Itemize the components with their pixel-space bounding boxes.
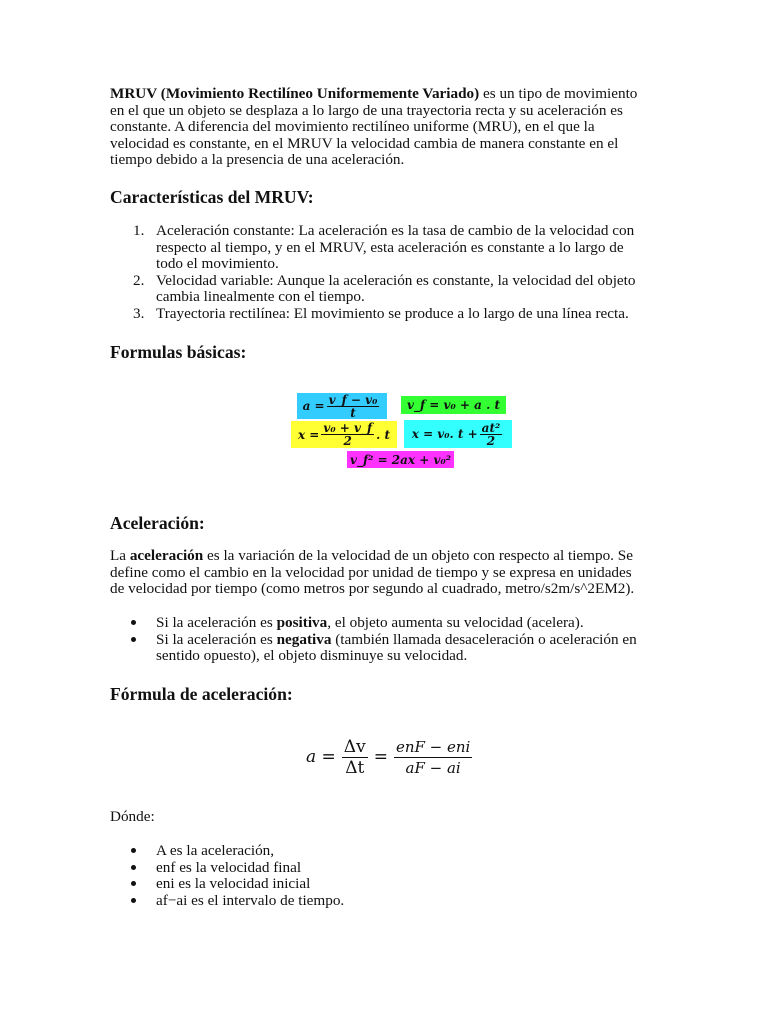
intro-line-2: en el que un objeto se desplaza a lo largo de una trayectoria recta y su aceleración es [110, 101, 623, 119]
list-item: A es la aceleración, [156, 843, 556, 860]
list-item: 1. Aceleración constante: La aceleración es la tasa de cambio de la velocidad con respecto al tiempo, y en el MRUV, esta aceleración es constante a lo largo de todo el movimiento. [133, 222, 635, 273]
intro-line-3: constante. A diferencia del movimiento rectilíneo uniforme (MRU), en el que la [110, 118, 595, 136]
acceleration-formula: a = $\frac{\Delta v}{\Delta t}$ = $\frac{\text{enF − eni}}{aF - ai}$ [306, 736, 471, 778]
list-item: af−ai es el intervalo de tiempo. [156, 893, 556, 910]
list-item: Si la aceleración es negativa (también llamada desaceleración o aceleración en sentido opuesto), el objeto disminuye su velocidad. [156, 632, 676, 665]
intro-bold-term: MRUV (Movimiento Rectilíneo Uniformemente Variado) [110, 85, 480, 102]
characteristics-list [133, 222, 676, 323]
bullet-icon [131, 848, 136, 853]
bullet-icon [131, 881, 136, 886]
bullet-icon [131, 637, 136, 642]
characteristics-heading: Características del MRUV: [110, 187, 314, 207]
list-item: 3. Trayectoria rectilínea: El movimiento se produce a lo largo de una línea recta. [133, 304, 629, 322]
formula-position-avg: x = $\frac{\text{v₀ + v\_f}}{2}$ . t [291, 421, 397, 448]
bullet-icon [131, 898, 136, 903]
acceleration-bullets [156, 615, 676, 665]
acc-formula-heading: Fórmula de aceleración: [110, 684, 293, 704]
formula-position: x = v₀. t + $\frac{\text{at²}}{2}$ [404, 420, 512, 448]
donde-list [156, 843, 556, 909]
bullet-icon [131, 865, 136, 870]
list-item: enf es la velocidad final [156, 860, 556, 877]
formula-velocity-squared: v_f² = 2ax + v₀² [347, 451, 454, 468]
list-item: Si la aceleración es positiva, el objeto aumenta su velocidad (acelera). [156, 615, 676, 632]
bullet-icon [131, 620, 136, 625]
formulas-heading: Formulas básicas: [110, 342, 247, 362]
donde-label: Dónde: [110, 808, 155, 825]
intro-line-5: tiempo debido a la presencia de una aceleración. [110, 151, 405, 169]
intro-line-1: MRUV (Movimiento Rectilíneo Uniformemente Variado) es un tipo de movimiento [110, 85, 638, 102]
intro-line-4: velocidad es constante, en el MRUV la velocidad cambia de manera constante en el [110, 134, 619, 152]
formula-final-velocity: v_f = v₀ + a . t [401, 396, 506, 414]
intro-paragraph [110, 86, 670, 169]
acceleration-heading: Aceleración: [110, 513, 205, 533]
list-item: eni es la velocidad inicial [156, 876, 556, 893]
list-item: 2. Velocidad variable: Aunque la aceleración es constante, la velocidad del objeto cambia linealmente con el tiempo. [133, 271, 636, 306]
formula-acceleration: a = $\frac{\text{v\_f − v₀}}{t}$ [297, 393, 387, 419]
acceleration-paragraph: La aceleración es la variación de la velocidad de un objeto con respecto al tiempo. Se define como el cambio en la velocidad por unidad de tiempo y se expresa en unidades de velocidad por tiempo (como metros por segundo al cuadrado, metro/s2m/s^2EM2). [110, 547, 635, 598]
